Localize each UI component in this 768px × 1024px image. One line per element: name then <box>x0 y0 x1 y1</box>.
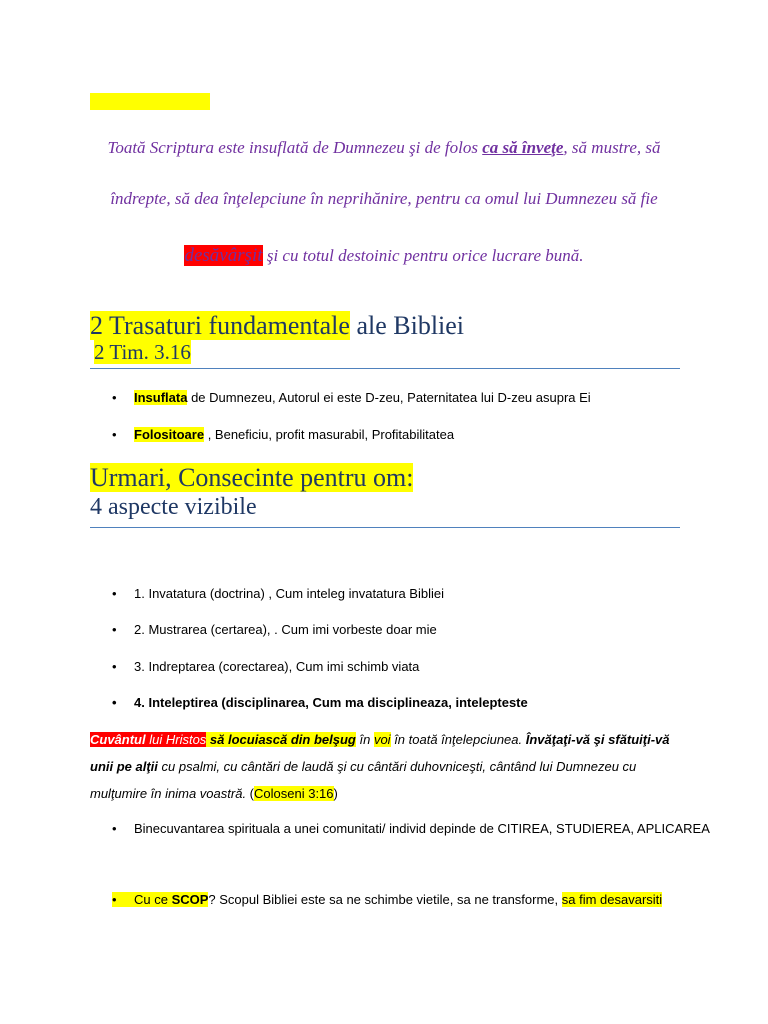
bullet-icon: • <box>112 427 117 442</box>
colossians-paragraph <box>90 726 690 807</box>
list-item <box>112 892 662 907</box>
verse-text: Toată Scriptura este insuflată de Dumnezeu şi de folos <box>107 138 483 157</box>
item-highlight: sa fim desavarsiti <box>561 892 663 907</box>
bold-text: Învăţaţi-vă şi sfătuiţi-vă unii pe alţii <box>90 732 670 774</box>
heading-highlight: 2 Trasaturi fundamentale <box>90 311 350 340</box>
bullet-icon: • <box>112 659 117 674</box>
heading-text: ale Bibliei <box>349 311 465 340</box>
reference-highlight: Coloseni 3:16 <box>254 786 334 801</box>
paragraph-text: ) <box>333 786 338 801</box>
paragraph-text: în <box>355 732 374 747</box>
item-text: ? Scopul Bibliei este sa ne schimbe vietile, sa ne transforme, <box>208 892 562 907</box>
highlight-text: voi <box>373 732 391 747</box>
section-2-heading <box>90 463 413 493</box>
list-item <box>112 622 437 637</box>
bullet-icon: • <box>112 586 117 601</box>
list-item <box>112 427 454 442</box>
bullet-icon: • <box>112 390 117 405</box>
item-highlight: SCOP <box>171 892 209 907</box>
item-highlight: Insuflata <box>134 390 188 405</box>
divider <box>90 368 680 369</box>
paragraph-text: cu psalmi, cu cântări de laudă şi cu cântări duhovniceşti, cântând lui Dumnezeu cu mulţumire în inima voastră. <box>90 759 637 801</box>
item-text: Binecuvantarea spirituala a unei comunitati/ individ depinde de CITIREA, STUDIEREA, APLICAREA <box>134 821 710 836</box>
highlight-mark <box>90 93 210 110</box>
paragraph-text: în toată înţelepciunea. <box>390 732 526 747</box>
subtitle-highlight: 2 Tim. 3.16 <box>94 340 191 364</box>
section-2-subtitle: 4 aspecte vizibile <box>90 494 257 520</box>
verse-text: şi cu totul destoinic pentru orice lucrare bună. <box>262 246 584 265</box>
item-text: de Dumnezeu, Autorul ei este D-zeu, Paternitatea lui D-zeu asupra Ei <box>187 390 591 405</box>
list-item <box>112 390 591 405</box>
highlight-text: să locuiască din belşug <box>206 732 356 747</box>
item-text: , Beneficiu, profit masurabil, Profitabilitatea <box>204 427 455 442</box>
bullet-icon: • <box>112 622 117 637</box>
bullet-icon: • <box>112 892 134 907</box>
bullet-icon: • <box>112 695 117 710</box>
item-text: Cu ce <box>134 892 172 907</box>
verse-line-1 <box>0 138 768 158</box>
item-text: 1. Invatatura (doctrina) , Cum inteleg invatatura Bibliei <box>134 586 444 601</box>
section-1-subtitle <box>94 340 191 365</box>
paragraph-text: ( <box>246 786 255 801</box>
verse-line-2: îndrepte, să dea înţelepciune în neprihănire, pentru ca omul lui Dumnezeu să fie <box>110 189 658 208</box>
list-item <box>112 659 419 674</box>
section-1-heading <box>90 311 464 341</box>
red-text: lui Hristos <box>145 732 207 747</box>
list-item <box>112 821 710 836</box>
verse-line-3 <box>0 245 768 267</box>
heading-highlight: Urmari, Consecinte pentru om: <box>90 463 414 492</box>
red-word: Cuvântul <box>90 732 146 747</box>
item-text: 3. Indreptarea (corectarea), Cum imi schimb viata <box>134 659 420 674</box>
verse-red-word: desăvârşit <box>184 245 263 266</box>
bullet-icon: • <box>112 821 117 836</box>
verse-text: , să mustre, să <box>563 138 661 157</box>
divider <box>90 527 680 528</box>
verse-underlined-text: ca să înveţe <box>482 138 564 157</box>
list-item <box>112 586 444 601</box>
item-highlight: Folositoare <box>134 427 205 442</box>
item-text: 4. Inteleptirea (disciplinarea, Cum ma disciplineaza, intelepteste <box>134 695 528 710</box>
item-text: 2. Mustrarea (certarea), . Cum imi vorbeste doar mie <box>134 622 437 637</box>
list-item <box>112 695 528 710</box>
